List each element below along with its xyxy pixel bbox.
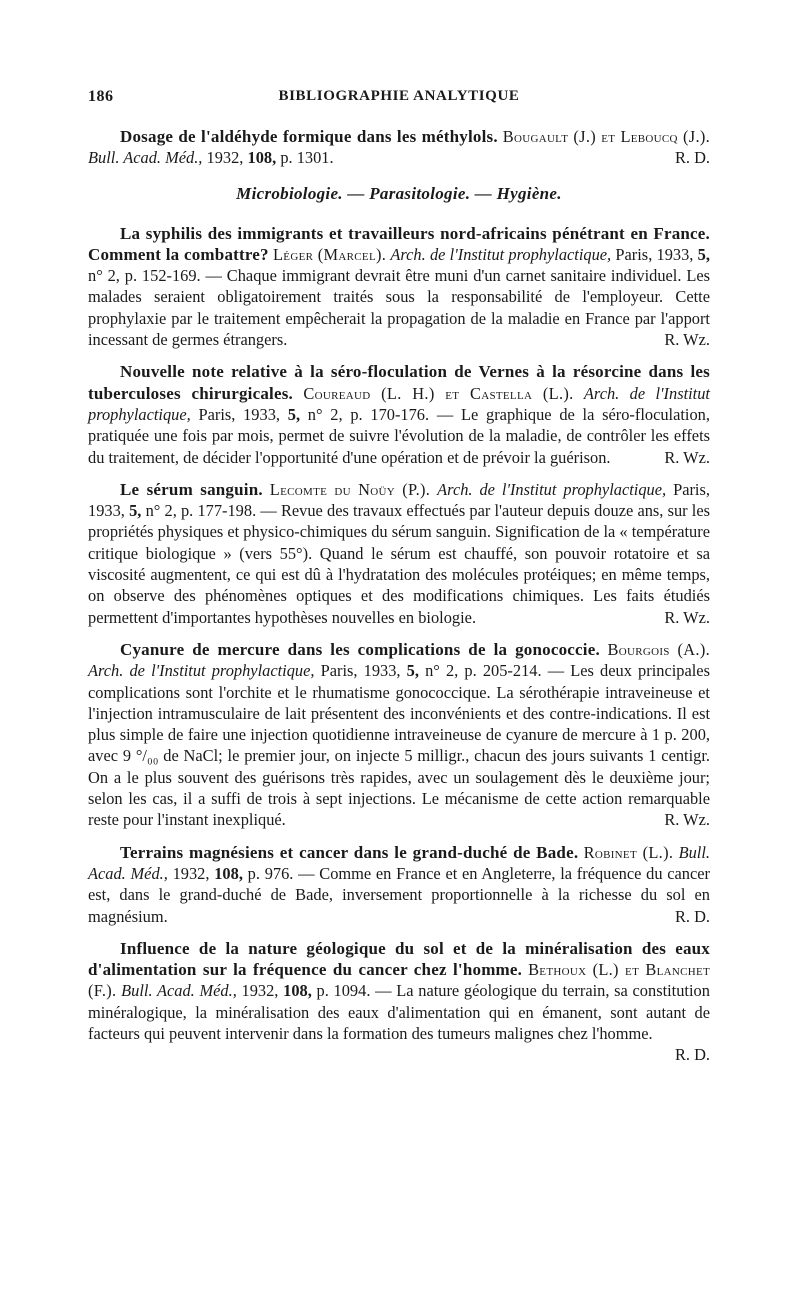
entry-authors: Lecomte du Noüy (P.).	[269, 479, 431, 499]
entry-volume: 108,	[247, 148, 277, 168]
entry-pages: p. 976.	[247, 863, 294, 883]
entry-title: Terrains magnésiens et cancer dans le grand-duché de Bade.	[120, 842, 579, 862]
entry	[88, 639, 710, 831]
entry	[88, 361, 710, 467]
section-heading: Microbiologie. — Parasitologie. — Hygiène.	[236, 183, 562, 203]
entry-pages: n° 2, p. 177-198.	[145, 501, 257, 521]
entry-body: — Le graphique de la séro-floculation, pratiquée une fois par mois, permet de suivre l'évolution de la maladie, de contrôler les effets du traitement, de décider l'opportunité d'une opération et de prévoir la guérison.	[88, 404, 710, 467]
running-head: BIBLIOGRAPHIE ANALYTIQUE	[278, 88, 520, 104]
page-header	[88, 88, 710, 112]
entry-title: Influence de la nature géologique du sol et de la minéralisation des eaux d'alimentation sur la fréquence du cancer chez l'homme.	[88, 938, 710, 980]
entry-authors: Léger (Marcel).	[273, 244, 387, 264]
entry-journal: Arch. de l'Institut prophylactique,	[88, 383, 710, 424]
entry	[88, 126, 710, 169]
entry-body: — Revue des travaux effectués par l'auteur depuis douze ans, sur les propriétés physiques et physico-chimiques du sérum sanguin. Signification de la « température critique biologique » (vers 55°). Quand le sérum est chauffé, son pouvoir rotatoire et sa viscosité augmentent, ce qui est dû à l'hydratation des molécules protéiques; en même temps, on observe des phénomènes optiques et des modifications chimiques. Les faits étudiés permettent d'importantes hypothèses nouvelles en biologie.	[88, 501, 710, 627]
entry-journal: Arch. de l'Institut prophylactique,	[390, 244, 612, 264]
entry-authors: Bethoux (L.) et Blanchet (F.).	[88, 960, 710, 1001]
entry-reviewer: R. D.	[674, 906, 710, 926]
entry-year: Paris, 1933,	[198, 404, 280, 424]
entry-title: La syphilis des immigrants et travailleurs nord-africains pénétrant en France. Comment la combattre?	[88, 223, 710, 264]
entry-year: Paris, 1933,	[615, 244, 694, 264]
entry-pages: n° 2, p. 170-176.	[307, 404, 430, 424]
entry-body: — La nature géologique du terrain, sa constitution minéralogique, la minéralisation des eaux d'alimentation qui en émanent, sont autant de facteurs qui peuvent intervenir dans la formation des tumeurs malignes chez l'homme.	[88, 981, 710, 1043]
entry-year: Paris, 1933,	[320, 661, 401, 681]
page-number: 186	[88, 88, 114, 105]
entry-volume: 5,	[129, 501, 142, 521]
entry-body: — Chaque immigrant devrait être muni d'un carnet sanitaire individuel. Les malades seraient obligatoirement traités sous la responsabilité de l'employeur. Cette prophylaxie par le traitement empêcherait la propagation de la maladie en France par l'apport incessant de germes étrangers.	[88, 266, 710, 350]
entry-title: Cyanure de mercure dans les complications de la gonococcie.	[120, 639, 600, 659]
entry-volume: 5,	[406, 661, 419, 681]
bibliography-entries	[88, 126, 710, 1066]
entry-reviewer: R. D.	[674, 1045, 710, 1065]
entry-pages: p. 1094.	[316, 981, 371, 1001]
entry-year: 1932,	[206, 148, 244, 168]
entry-pages: n° 2, p. 205-214.	[425, 661, 542, 681]
entry-volume: 108,	[214, 863, 243, 883]
entry-year: Paris, 1933,	[88, 479, 710, 521]
entry-reviewer: R. Wz.	[664, 607, 710, 627]
entry-journal: Arch. de l'Institut prophylactique,	[88, 661, 315, 681]
entry-year: 1932,	[172, 863, 210, 883]
entry-pages: n° 2, p. 152-169.	[88, 266, 201, 286]
entry-journal: Bull. Acad. Méd.,	[121, 981, 237, 1001]
entry-year: 1932,	[241, 981, 279, 1001]
entry-body: — Les deux principales complications sont l'orchite et le rhumatisme gonococcique. La sérothérapie intraveineuse et l'injection intramusculaire de lait présentent des inconvénients et des contre-indications. Il est plus simple de faire une injection quotidienne intraveineuse de cyanure de mercure à 1 p. 200, avec 9 °/₀₀ de NaCl; le premier jour, on injecte 5 milligr., chacun des jours suivants 1 centigr. On a le plus souvent des guérisons très rapides, avec un soulagement dès le deuxième jour; selon les cas, il a suffi de trois à sept injections. Le mécanisme de cette action remarquable reste pour l'instant inexpliqué.	[88, 661, 710, 830]
entry-reviewer: R. Wz.	[664, 330, 710, 350]
entry-reviewer: R. Wz.	[664, 447, 710, 467]
entry-journal: Arch. de l'Institut prophylactique,	[437, 479, 667, 499]
entry-authors: Coureaud (L. H.) et Castella (L.).	[303, 383, 574, 403]
entry-journal: Bull. Acad. Méd.,	[88, 148, 203, 168]
entry-reviewer: R. Wz.	[664, 810, 710, 830]
entry-title: Nouvelle note relative à la séro-floculation de Vernes à la résorcine dans les tuberculoses chirurgicales.	[88, 362, 710, 403]
entry-title: Le sérum sanguin.	[120, 479, 263, 499]
entry-volume: 5,	[697, 244, 710, 264]
entry-pages: p. 1301.	[280, 148, 334, 168]
entry-authors: Robinet (L.).	[583, 842, 674, 862]
entry-title: Dosage de l'aldéhyde formique dans les méthylols.	[120, 127, 498, 146]
entry-authors: Bourgois (A.).	[607, 639, 710, 659]
entry-volume: 5,	[287, 404, 301, 424]
entry	[88, 223, 710, 351]
entry	[88, 842, 710, 927]
entry-journal: Bull. Acad. Méd.,	[88, 842, 710, 883]
entry-reviewer: R. D.	[674, 148, 710, 168]
entry	[88, 938, 710, 1065]
entry-body: — Comme en France et en Angleterre, la fréquence du cancer est, dans le grand-duché de Bade, inversement proportionnelle à la richesse du sol en magnésium.	[88, 863, 711, 926]
entry-volume: 108,	[283, 981, 312, 1001]
entry	[88, 479, 710, 628]
entry-authors: Bougault (J.) et Leboucq (J.).	[502, 127, 711, 146]
